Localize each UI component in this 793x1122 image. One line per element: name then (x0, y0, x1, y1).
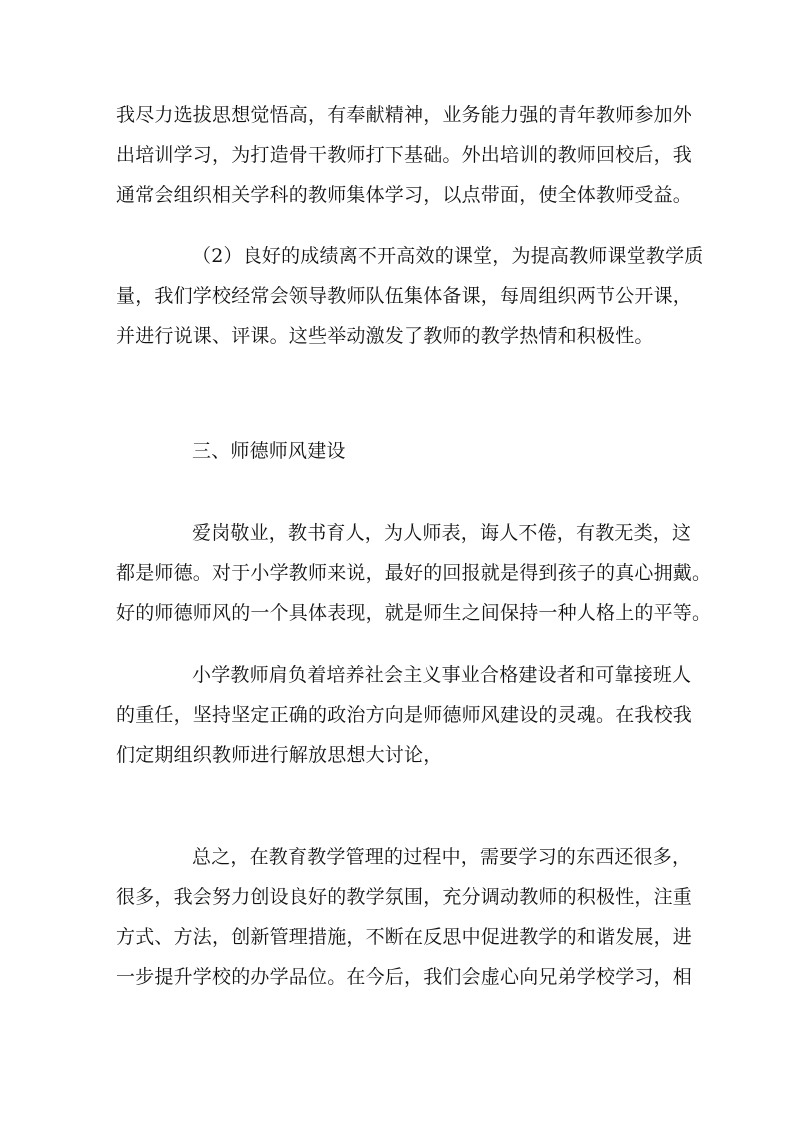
section-heading (116, 431, 686, 471)
paragraph-responsibility (116, 655, 693, 775)
text-line: 方式、方法，创新管理措施，不断在反思中促进教学的和谐发展，进 (116, 926, 693, 948)
heading-line: 三、师德师风建设 (192, 440, 346, 462)
paragraph-classroom (116, 236, 704, 356)
text-line: 好的师德师风的一个具体表现，就是师生之间保持一种人格上的平等。 (116, 602, 712, 624)
text-line: 通常会组织相关学科的教师集体学习，以点带面，使全体教师受益。 (116, 184, 693, 206)
text-line: 一步提升学校的办学品位。在今后，我们会虚心向兄弟学校学习，相 (116, 966, 693, 988)
text-line: （2）良好的成绩离不开高效的课堂，为提高教师课堂教学质 (192, 245, 704, 267)
paragraph-training (116, 95, 693, 215)
text-line: 并进行说课、评课。这些举动激发了教师的教学热情和积极性。 (116, 325, 654, 347)
paragraph-summary (116, 837, 693, 997)
text-line: 的重任，坚持坚定正确的政治方向是师德师风建设的灵魂。在我校我 (116, 704, 693, 726)
text-line: 很多，我会努力创设良好的教学氛围，充分调动教师的积极性，注重 (116, 886, 693, 908)
text-line: 们定期组织教师进行解放思想大讨论， (116, 744, 443, 766)
text-line: 小学教师肩负着培养社会主义事业合格建设者和可靠接班人 (192, 664, 692, 686)
text-line: 总之，在教育教学管理的过程中，需要学习的东西还很多， (192, 846, 692, 868)
text-line: 爱岗敬业，教书育人，为人师表，诲人不倦，有教无类，这 (192, 522, 692, 544)
paragraph-ethics (116, 513, 712, 633)
text-line: 我尽力选拔思想觉悟高，有奉献精神，业务能力强的青年教师参加外 (116, 104, 693, 126)
text-line: 出培训学习，为打造骨干教师打下基础。外出培训的教师回校后，我 (116, 144, 693, 166)
text-line: 都是师德。对于小学教师来说，最好的回报就是得到孩子的真心拥戴。 (116, 562, 712, 584)
text-line: 量，我们学校经常会领导教师队伍集体备课，每周组织两节公开课， (116, 285, 693, 307)
